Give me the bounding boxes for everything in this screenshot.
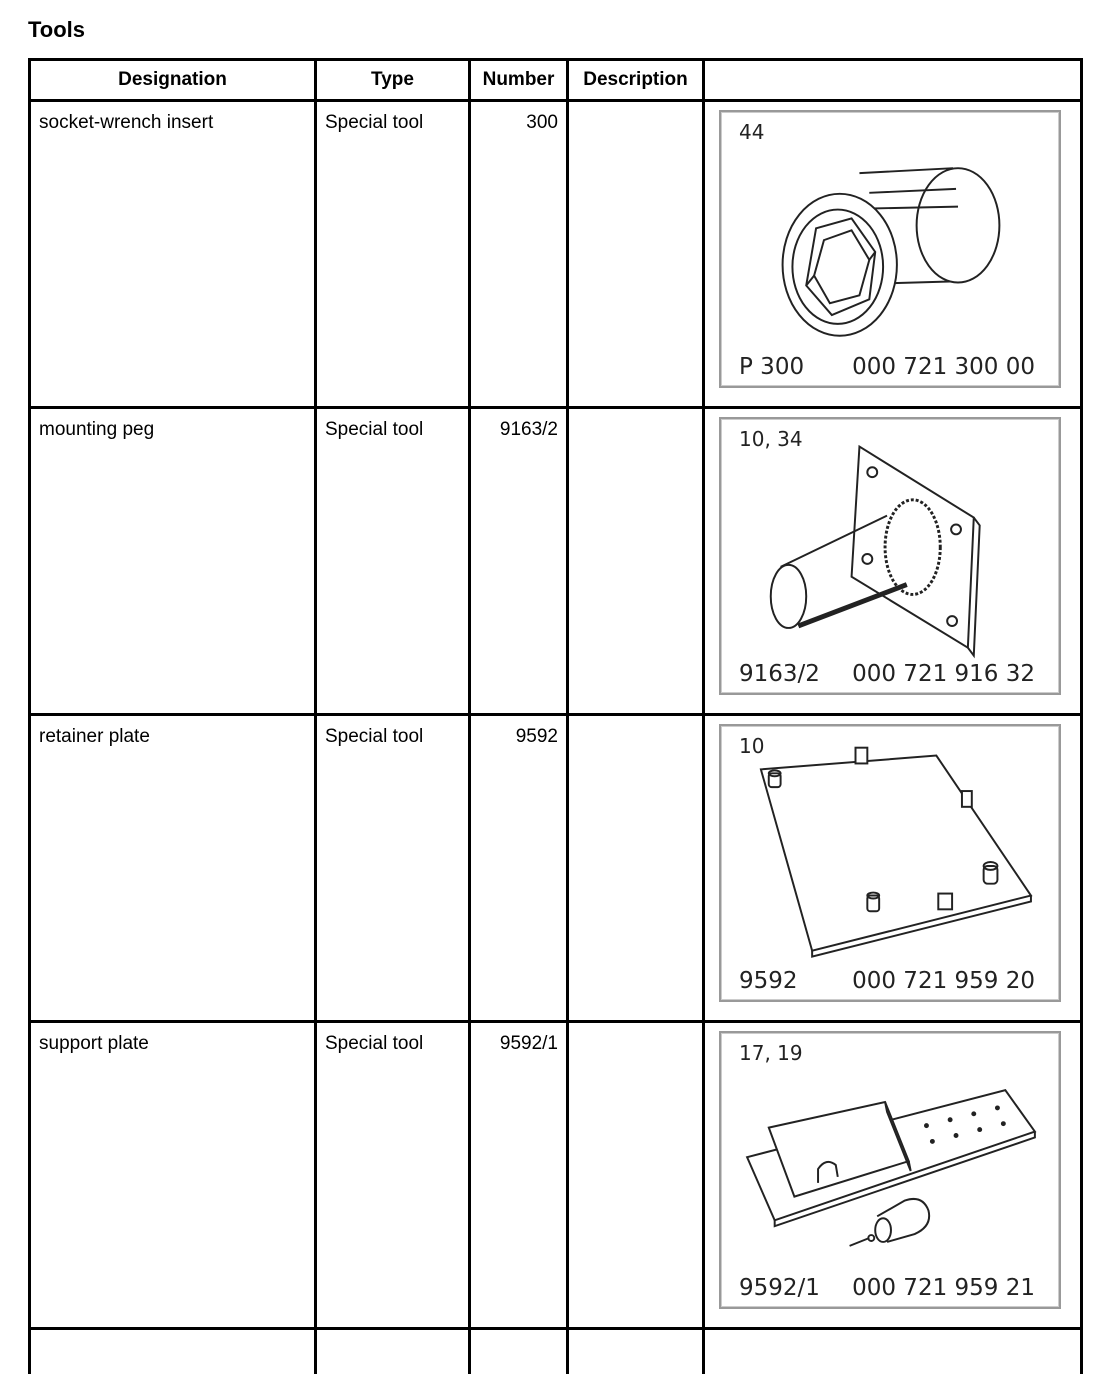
cell-description — [568, 1022, 704, 1329]
figure-part-number: 000 721 300 00 — [852, 354, 1035, 380]
cell-empty — [704, 1329, 1082, 1374]
page-title: Tools — [28, 17, 85, 43]
cell-designation: retainer plate — [30, 715, 316, 1022]
table-row — [30, 1022, 1082, 1329]
table-header-row — [30, 60, 1082, 101]
cell-number: 300 — [470, 101, 568, 408]
tools-table — [28, 58, 1083, 1374]
cell-type: Special tool — [316, 101, 470, 408]
cell-image — [704, 408, 1082, 715]
cell-description — [568, 408, 704, 715]
cell-image — [704, 715, 1082, 1022]
cell-description — [568, 715, 704, 1022]
figure-reference: 44 — [739, 120, 764, 144]
cell-empty — [316, 1329, 470, 1374]
retainer-plate-illustration — [721, 726, 1059, 1000]
table-row — [30, 101, 1082, 408]
cell-type: Special tool — [316, 715, 470, 1022]
cell-description — [568, 101, 704, 408]
cell-designation: socket-wrench insert — [30, 101, 316, 408]
header-designation: Designation — [30, 60, 316, 101]
cell-empty — [568, 1329, 704, 1374]
figure-tool-code: P 300 — [739, 354, 804, 380]
tool-figure — [719, 110, 1061, 388]
cell-designation: mounting peg — [30, 408, 316, 715]
cell-empty — [30, 1329, 316, 1374]
cell-number: 9592 — [470, 715, 568, 1022]
figure-part-number: 000 721 959 20 — [852, 968, 1035, 994]
figure-reference: 17, 19 — [739, 1041, 803, 1065]
cell-type: Special tool — [316, 408, 470, 715]
tool-figure — [719, 724, 1061, 1002]
header-image — [704, 60, 1082, 101]
cell-number: 9592/1 — [470, 1022, 568, 1329]
cell-number: 9163/2 — [470, 408, 568, 715]
cell-designation: support plate — [30, 1022, 316, 1329]
cell-image — [704, 101, 1082, 408]
figure-part-number: 000 721 959 21 — [852, 1275, 1035, 1301]
cell-image — [704, 1022, 1082, 1329]
header-number: Number — [470, 60, 568, 101]
tool-figure — [719, 417, 1061, 695]
tool-figure — [719, 1031, 1061, 1309]
table-row — [30, 715, 1082, 1022]
table-row-continuation — [30, 1329, 1082, 1374]
cell-type: Special tool — [316, 1022, 470, 1329]
mounting-peg-illustration — [721, 419, 1059, 693]
figure-tool-code: 9592 — [739, 968, 798, 994]
figure-reference: 10, 34 — [739, 427, 803, 451]
socket-wrench-illustration — [721, 112, 1059, 386]
figure-tool-code: 9163/2 — [739, 661, 820, 687]
figure-part-number: 000 721 916 32 — [852, 661, 1035, 687]
header-description: Description — [568, 60, 704, 101]
support-plate-illustration — [721, 1033, 1059, 1307]
figure-tool-code: 9592/1 — [739, 1275, 820, 1301]
table-row — [30, 408, 1082, 715]
cell-empty — [470, 1329, 568, 1374]
header-type: Type — [316, 60, 470, 101]
figure-reference: 10 — [739, 734, 764, 758]
